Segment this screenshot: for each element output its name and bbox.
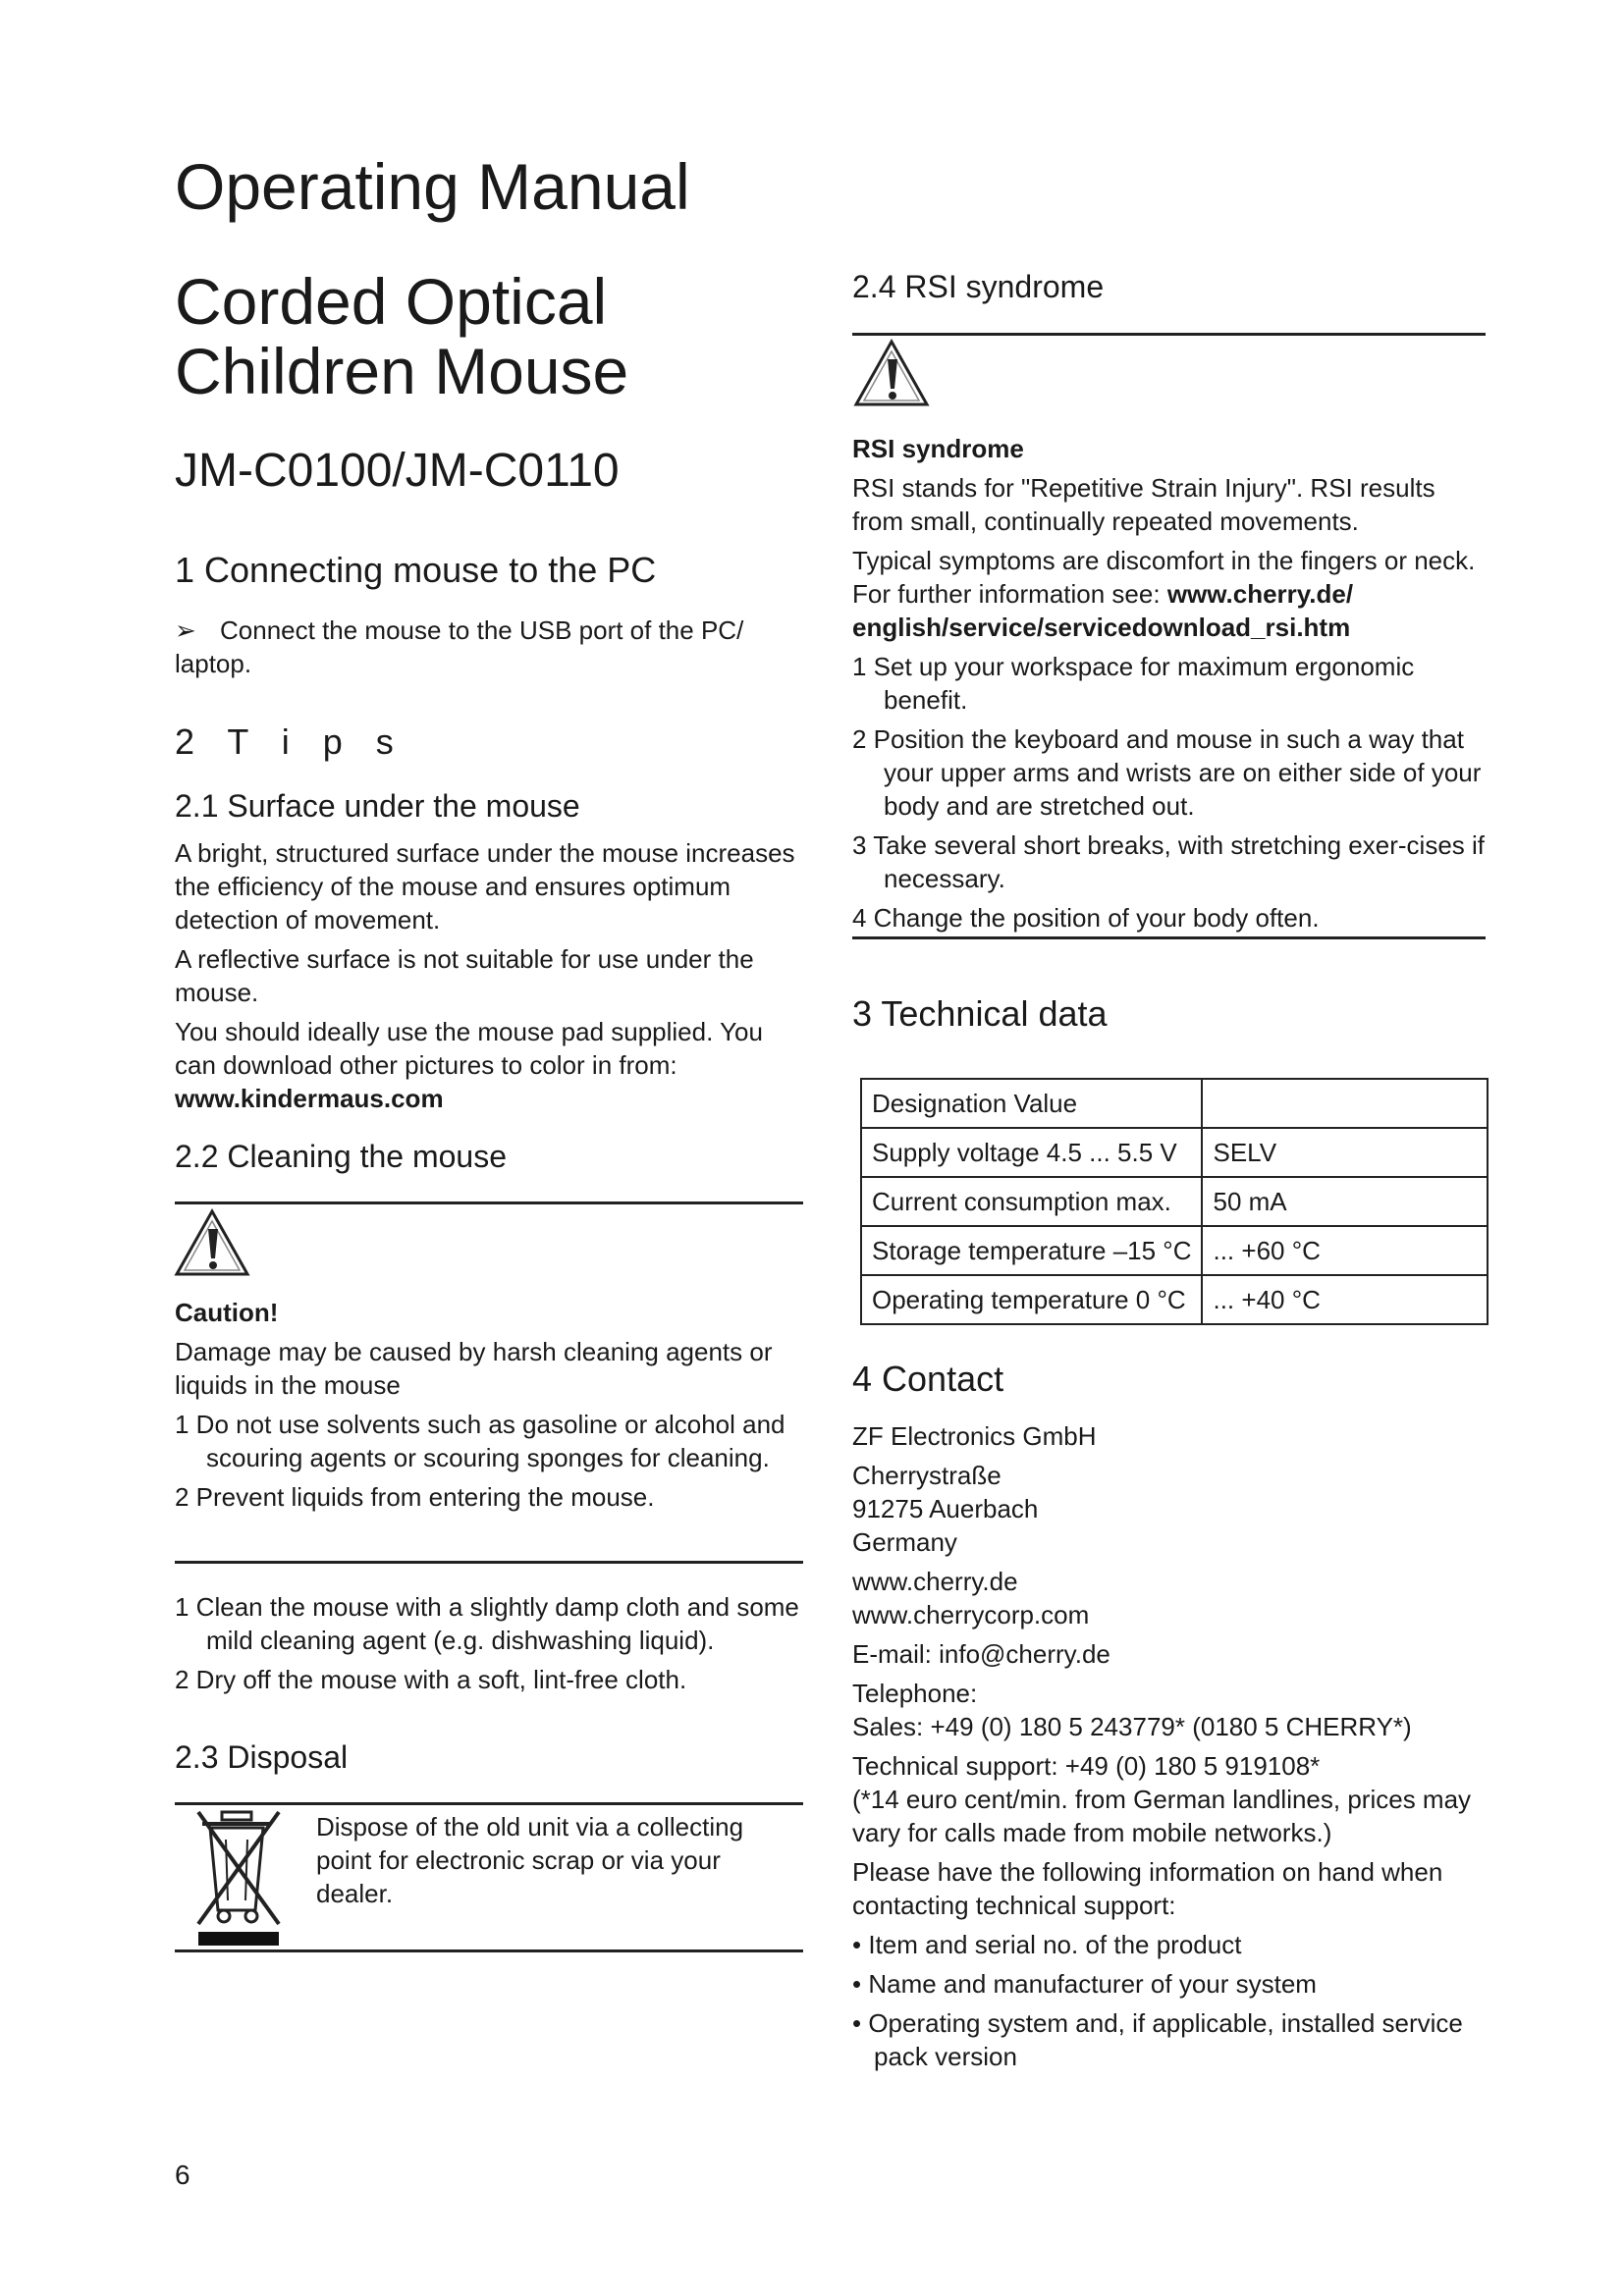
phone-note: (*14 euro cent/min. from German landlines, prices may vary for calls made from mobile networks.) (852, 1785, 1472, 1847)
cleaning-step: 1 Clean the mouse with a slightly damp cloth and some mild cleaning agent (e.g. dishwashing liquid). (175, 1592, 799, 1655)
support-phone: Technical support: +49 (0) 180 5 919108* (852, 1751, 1321, 1781)
rsi-title: RSI syndrome (852, 434, 1024, 463)
sales-phone: Sales: +49 (0) 180 5 243779* (0180 5 CHERRY*) (852, 1712, 1412, 1741)
section23-heading: 2.3 Disposal (175, 1739, 349, 1775)
table-row (861, 1226, 1488, 1275)
arrow-bullet-icon: ➢ (175, 615, 196, 645)
rsi-item: 1 Set up your workspace for maximum ergonomic benefit. (852, 652, 1415, 715)
caution-title: Caution! (175, 1298, 279, 1327)
divider (175, 1561, 803, 1564)
rsi-box (852, 432, 1486, 934)
product-title-line1: Corded Optical (175, 265, 608, 338)
divider (175, 1201, 803, 1204)
rsi-link-path[interactable]: english/service/servicedownload_rsi.htm (852, 613, 1351, 642)
section21-heading: 2.1 Surface under the mouse (175, 788, 580, 824)
table-cell (1202, 1079, 1488, 1128)
divider (175, 1949, 803, 1952)
rsi-paragraph-2 (852, 544, 1486, 644)
info-item: • Item and serial no. of the product (852, 1930, 1242, 1959)
telephone-label: Telephone: (852, 1679, 978, 1708)
divider (852, 333, 1486, 336)
doc-type: Operating Manual (175, 150, 690, 223)
rsi-link[interactable]: www.cherry.de/ (1166, 579, 1354, 609)
table-cell: Current consumption max. (861, 1177, 1202, 1226)
rsi-paragraph-2-text: Typical symptoms are discomfort in the fingers or neck. For further information see: (852, 546, 1476, 609)
table-cell: Storage temperature –15 °C (861, 1226, 1202, 1275)
rsi-paragraph-1: RSI stands for "Repetitive Strain Injury". RSI results from small, continually repeated movements. (852, 473, 1435, 536)
kindermaus-link[interactable]: www.kindermaus.com (175, 1084, 444, 1113)
website-link[interactable]: www.cherrycorp.com (852, 1600, 1090, 1629)
cleaning-steps (175, 1590, 803, 1696)
caution-item: 1 Do not use solvents such as gasoline or alcohol and scouring agents or scouring sponges for cleaning. (175, 1410, 785, 1472)
weee-bin-icon (192, 1806, 285, 1948)
table-cell: SELV (1202, 1128, 1488, 1177)
table-cell: ... +60 °C (1202, 1226, 1488, 1275)
table-row (861, 1128, 1488, 1177)
page-number: 6 (175, 2160, 190, 2190)
warning-icon (173, 1207, 251, 1278)
rsi-item: 4 Change the position of your body often. (852, 903, 1320, 933)
surface-paragraph-2: A reflective surface is not suitable for use under the mouse. (175, 944, 754, 1007)
rsi-item: 3 Take several short breaks, with stretching exer-cises if necessary. (852, 830, 1486, 893)
section22-heading: 2.2 Cleaning the mouse (175, 1139, 507, 1174)
table-cell: Supply voltage 4.5 ... 5.5 V (861, 1128, 1202, 1177)
street: Cherrystraße (852, 1461, 1001, 1490)
table-cell: ... +40 °C (1202, 1275, 1488, 1324)
city: 91275 Auerbach (852, 1494, 1039, 1523)
info-item: • Name and manufacturer of your system (852, 1969, 1317, 1999)
disposal-text: Dispose of the old unit via a collecting point for electronic scrap or via your dealer. (316, 1812, 744, 1908)
divider (175, 1802, 803, 1805)
product-title-line2: Children Mouse (175, 335, 629, 408)
rsi-item: 2 Position the keyboard and mouse in such a way that your upper arms and wrists are on either side of your body and are stretched out. (852, 724, 1482, 821)
table-row (861, 1079, 1488, 1128)
cleaning-step: 2 Dry off the mouse with a soft, lint-free cloth. (175, 1665, 687, 1694)
section3-heading: 3 Technical data (852, 993, 1108, 1034)
warning-icon (852, 338, 931, 408)
technical-data-table (860, 1078, 1489, 1325)
caution-item: 2 Prevent liquids from entering the mouse. (175, 1482, 655, 1512)
surface-paragraph-1: A bright, structured surface under the mouse increases the efficiency of the mouse and ensures optimum detection of movement. (175, 838, 795, 934)
section4-heading: 4 Contact (852, 1359, 1004, 1399)
table-cell: Operating temperature 0 °C (861, 1275, 1202, 1324)
email[interactable]: E-mail: info@cherry.de (852, 1639, 1110, 1669)
connect-step-text: Connect the mouse to the USB port of the PC/ laptop. (175, 615, 744, 678)
section1-heading: 1 Connecting mouse to the PC (175, 550, 657, 590)
surface-paragraph-3: You should ideally use the mouse pad supplied. You can download other pictures to color in from: (175, 1017, 763, 1080)
divider (852, 936, 1486, 939)
caution-box (175, 1296, 803, 1514)
info-item: • Operating system and, if applicable, installed service pack version (852, 2008, 1463, 2071)
section21-body (175, 836, 803, 1115)
company-name: ZF Electronics GmbH (852, 1421, 1097, 1451)
website-link[interactable]: www.cherry.de (852, 1567, 1018, 1596)
table-cell: Designation Value (861, 1079, 1202, 1128)
table-cell: 50 mA (1202, 1177, 1488, 1226)
caution-text: Damage may be caused by harsh cleaning agents or liquids in the mouse (175, 1337, 773, 1400)
section2-heading: 2 T i p s (175, 721, 396, 762)
section24-heading: 2.4 RSI syndrome (852, 269, 1105, 304)
country: Germany (852, 1527, 957, 1557)
table-row (861, 1275, 1488, 1324)
section1-step (175, 614, 764, 680)
product-title (175, 267, 628, 407)
info-intro: Please have the following information on hand when contacting technical support: (852, 1857, 1443, 1920)
contact-block (852, 1419, 1490, 2073)
model-number: JM-C0100/JM-C0110 (175, 445, 620, 497)
table-row (861, 1177, 1488, 1226)
